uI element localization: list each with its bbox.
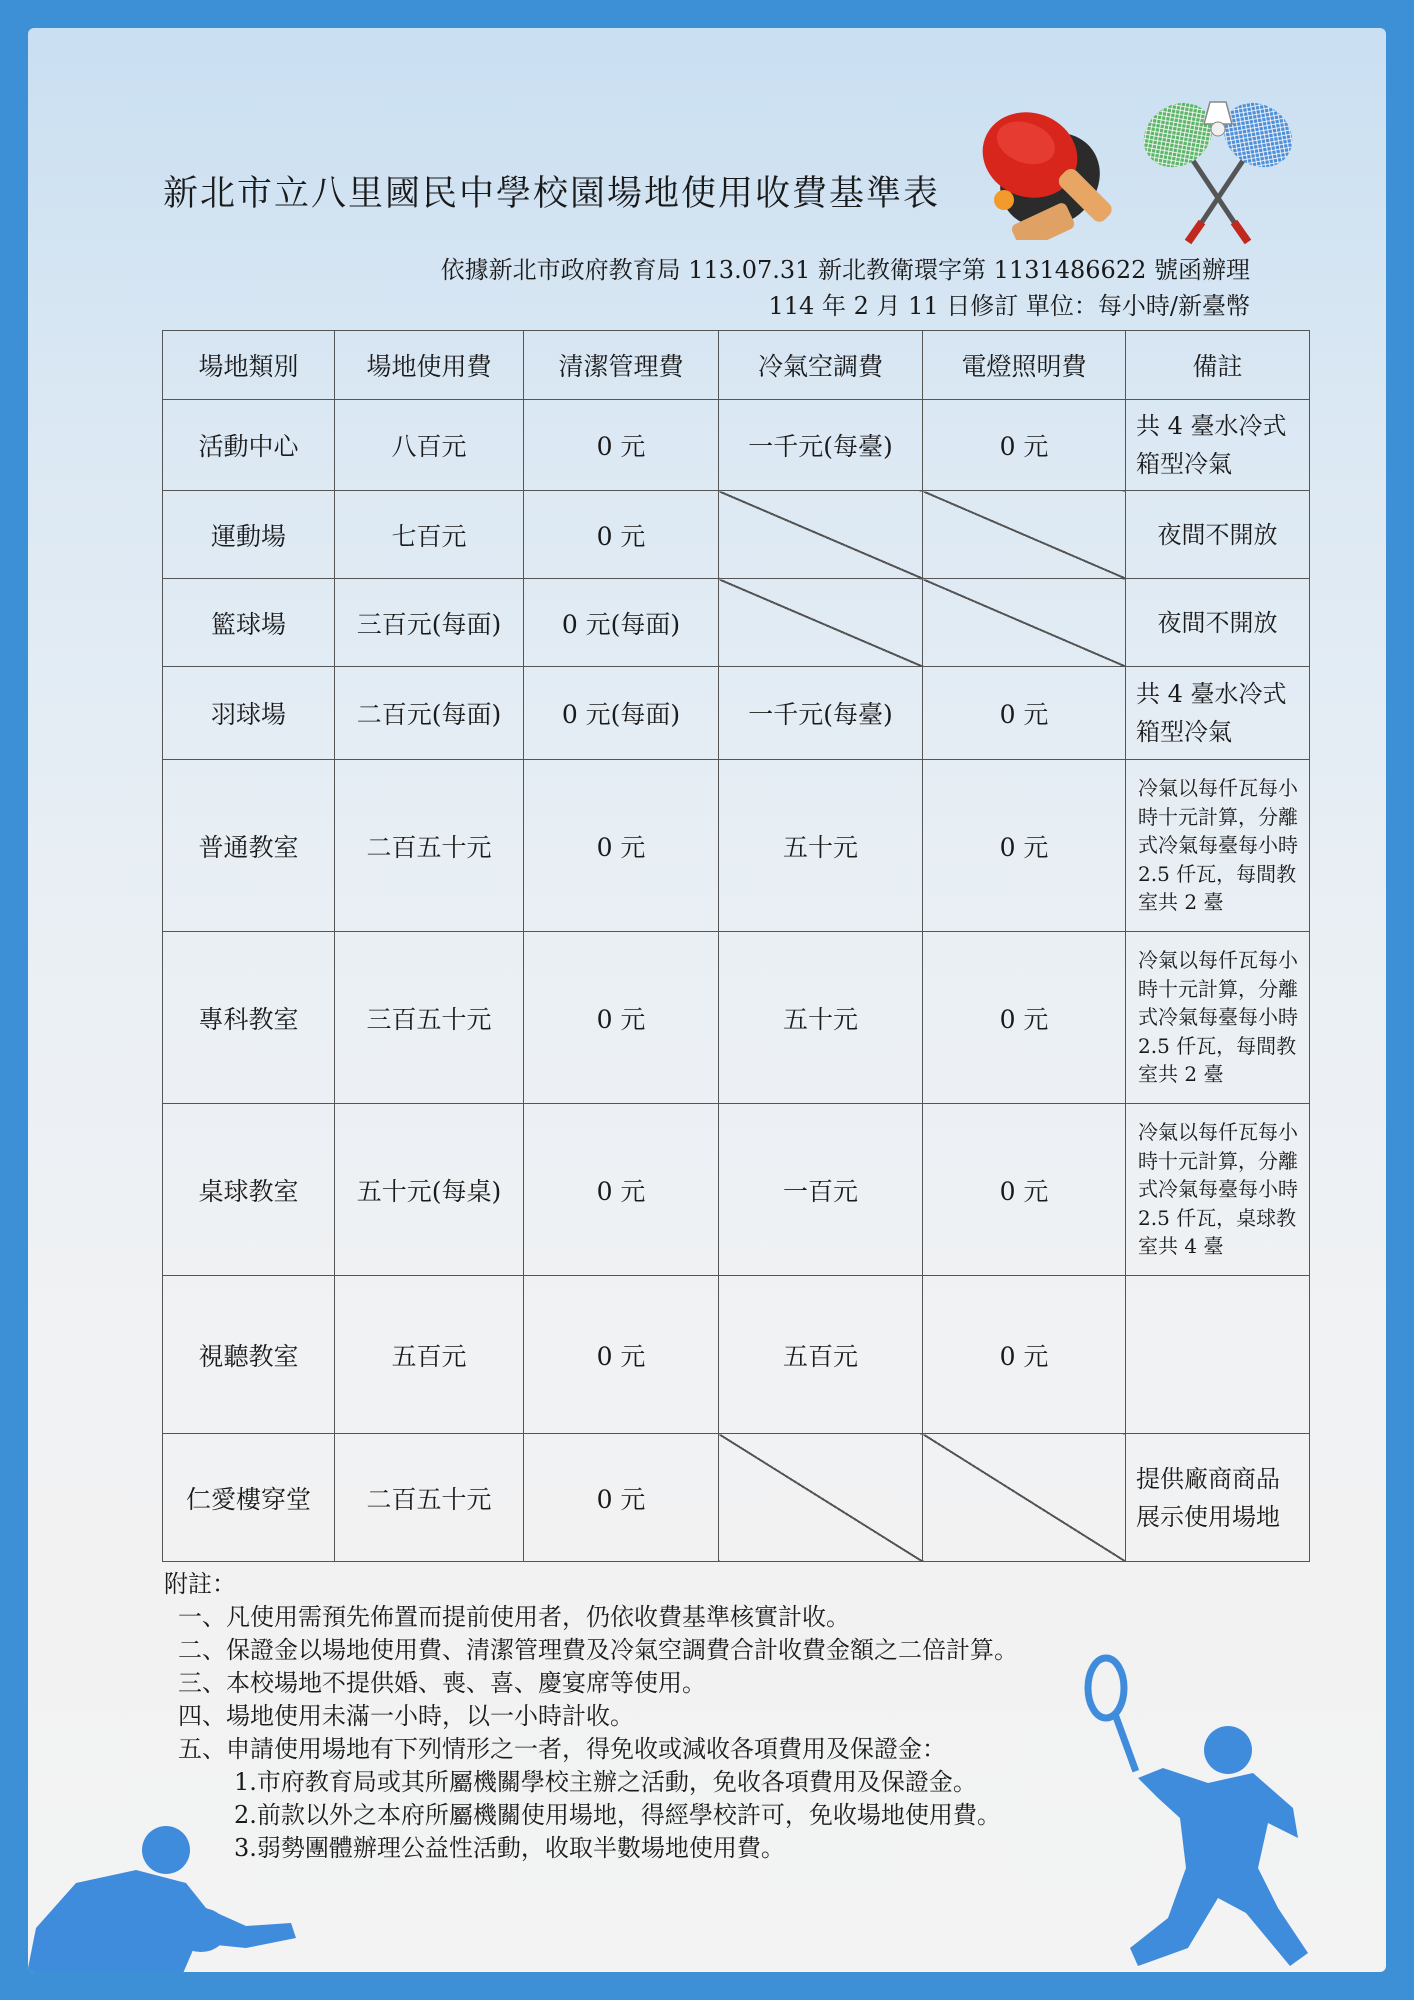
cell-ac-fee-na (719, 491, 923, 579)
note-item: 二、保證金以場地使用費、清潔管理費及冷氣空調費合計收費金額之二倍計算。 (178, 1636, 1018, 1664)
cell-cleaning-fee: 0 元 (524, 1104, 719, 1276)
cell-cleaning-fee: 0 元 (524, 400, 719, 491)
document-page (28, 28, 1386, 1972)
cell-ac-fee: 五十元 (719, 932, 923, 1104)
cell-venue: 桌球教室 (163, 1104, 335, 1276)
cell-lighting-fee-na (923, 579, 1126, 667)
cell-cleaning-fee: 0 元(每面) (524, 667, 719, 760)
cell-cleaning-fee: 0 元 (524, 760, 719, 932)
cell-remark: 共 4 臺水冷式箱型冷氣 (1126, 400, 1310, 491)
note-item: 一、凡使用需預先佈置而提前使用者，仍依收費基準核實計收。 (178, 1603, 850, 1631)
note-item: 三、本校場地不提供婚、喪、喜、慶宴席等使用。 (178, 1669, 706, 1697)
cell-ac-fee: 一千元(每臺) (719, 667, 923, 760)
cell-remark: 冷氣以每仟瓦每小時十元計算，分離式冷氣每臺每小時 2.5 仟瓦，桌球教室共 4 臺 (1126, 1104, 1310, 1276)
cell-remark-empty (1126, 1276, 1310, 1434)
notes-section (164, 1568, 1018, 1865)
note-item: 五、申請使用場地有下列情形之一者，得免收或減收各項費用及保證金： (178, 1735, 946, 1763)
note-subitem: 3.弱勢團體辦理公益性活動，收取半數場地使用費。 (234, 1834, 785, 1862)
cell-cleaning-fee: 0 元 (524, 932, 719, 1104)
header-cleaning-fee: 清潔管理費 (524, 331, 719, 400)
cell-ac-fee: 五十元 (719, 760, 923, 932)
cell-usage-fee: 五十元(每桌) (335, 1104, 524, 1276)
cell-cleaning-fee: 0 元(每面) (524, 579, 719, 667)
header-usage-fee: 場地使用費 (335, 331, 524, 400)
note-subitem: 1.市府教育局或其所屬機關學校主辦之活動，免收各項費用及保證金。 (234, 1768, 977, 1796)
cell-venue: 運動場 (163, 491, 335, 579)
cell-lighting-fee-na (923, 1434, 1126, 1562)
cell-remark: 冷氣以每仟瓦每小時十元計算，分離式冷氣每臺每小時 2.5 仟瓦，每間教室共 2 臺 (1126, 760, 1310, 932)
table-row (163, 579, 1310, 667)
cell-usage-fee: 三百元(每面) (335, 579, 524, 667)
cell-lighting-fee: 0 元 (923, 760, 1126, 932)
cell-lighting-fee: 0 元 (923, 1104, 1126, 1276)
cell-remark: 夜間不開放 (1126, 579, 1310, 667)
cell-remark: 提供廠商商品展示使用場地 (1126, 1434, 1310, 1562)
table-row (163, 1276, 1310, 1434)
cell-cleaning-fee: 0 元 (524, 1434, 719, 1562)
cell-lighting-fee: 0 元 (923, 667, 1126, 760)
cell-lighting-fee-na (923, 491, 1126, 579)
notes-heading: 附註： (164, 1570, 236, 1598)
table-row (163, 1104, 1310, 1276)
cell-remark: 夜間不開放 (1126, 491, 1310, 579)
badminton-rackets-icon (1128, 80, 1308, 250)
cell-ac-fee: 一百元 (719, 1104, 923, 1276)
cell-cleaning-fee: 0 元 (524, 491, 719, 579)
cell-venue: 視聽教室 (163, 1276, 335, 1434)
cell-ac-fee-na (719, 1434, 923, 1562)
cell-venue: 籃球場 (163, 579, 335, 667)
cell-remark: 冷氣以每仟瓦每小時十元計算，分離式冷氣每臺每小時 2.5 仟瓦，每間教室共 2 臺 (1126, 932, 1310, 1104)
cell-usage-fee: 三百五十元 (335, 932, 524, 1104)
document-basis: 依據新北市政府教育局 113.07.31 新北教衛環字第 1131486622 號函辦理 (440, 256, 1250, 284)
table-row (163, 667, 1310, 760)
cell-ac-fee: 五百元 (719, 1276, 923, 1434)
cell-usage-fee: 二百元(每面) (335, 667, 524, 760)
cell-ac-fee: 一千元(每臺) (719, 400, 923, 491)
note-item: 四、場地使用未滿一小時，以一小時計收。 (178, 1702, 634, 1730)
header-venue: 場地類別 (163, 331, 335, 400)
table-row (163, 932, 1310, 1104)
badminton-player-icon (1068, 1648, 1386, 1972)
cell-lighting-fee: 0 元 (923, 1276, 1126, 1434)
table-header-row (163, 331, 1310, 400)
table-row (163, 1434, 1310, 1562)
cell-remark: 共 4 臺水冷式箱型冷氣 (1126, 667, 1310, 760)
cell-usage-fee: 二百五十元 (335, 760, 524, 932)
cell-cleaning-fee: 0 元 (524, 1276, 719, 1434)
table-row (163, 400, 1310, 491)
cell-venue: 仁愛樓穿堂 (163, 1434, 335, 1562)
cell-venue: 普通教室 (163, 760, 335, 932)
cell-usage-fee: 七百元 (335, 491, 524, 579)
header-lighting-fee: 電燈照明費 (923, 331, 1126, 400)
cell-usage-fee: 二百五十元 (335, 1434, 524, 1562)
page-title: 新北市立八里國民中學校園場地使用收費基準表 (163, 174, 941, 214)
fee-table (162, 330, 1310, 1562)
table-row (163, 491, 1310, 579)
cell-lighting-fee: 0 元 (923, 932, 1126, 1104)
header-remark: 備註 (1126, 331, 1310, 400)
cell-usage-fee: 五百元 (335, 1276, 524, 1434)
header-ac-fee: 冷氣空調費 (719, 331, 923, 400)
document-revision: 114 年 2 月 11 日修訂 單位：每小時/新臺幣 (768, 292, 1250, 320)
cell-venue: 活動中心 (163, 400, 335, 491)
note-subitem: 2.前款以外之本府所屬機關使用場地，得經學校許可，免收場地使用費。 (234, 1801, 1001, 1829)
cell-lighting-fee: 0 元 (923, 400, 1126, 491)
cell-venue: 羽球場 (163, 667, 335, 760)
ping-pong-paddles-icon (950, 100, 1150, 240)
cell-venue: 專科教室 (163, 932, 335, 1104)
table-row (163, 760, 1310, 932)
cell-ac-fee-na (719, 579, 923, 667)
cell-usage-fee: 八百元 (335, 400, 524, 491)
